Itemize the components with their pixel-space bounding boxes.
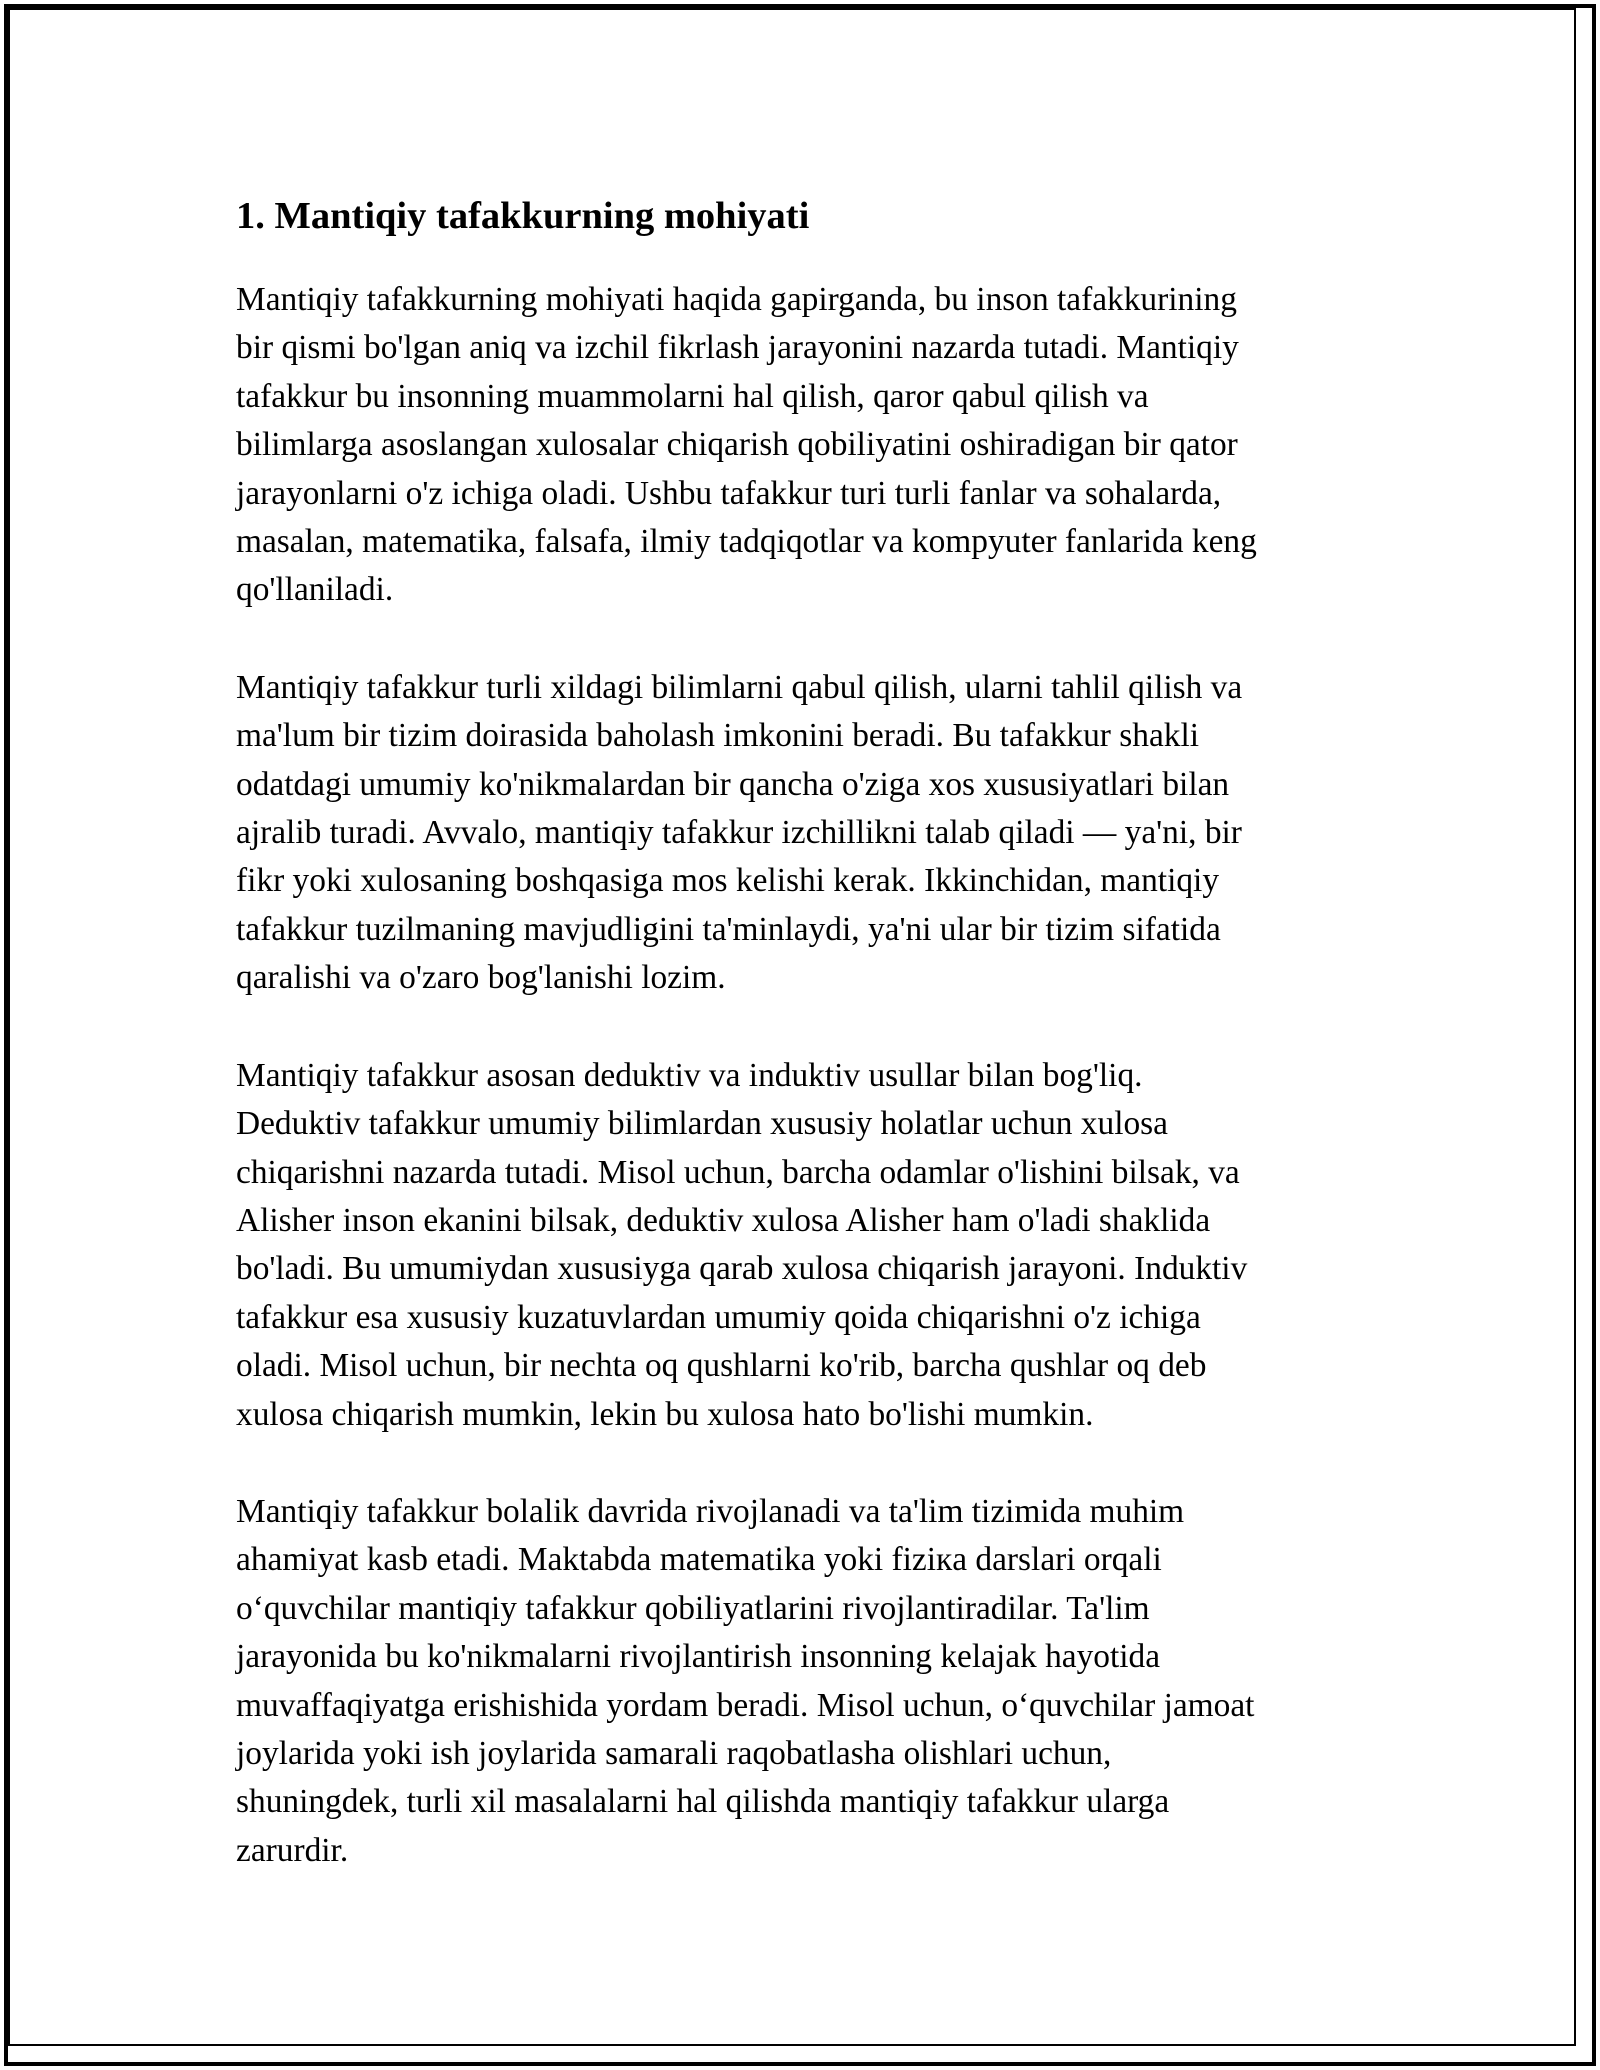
text-line: bir qismi bo'lgan aniq va izchil fikrlash jarayonini nazarda tutadi. Mantiqiy <box>236 329 1239 367</box>
text-line: muvaffaqiyatga erishishida yordam beradi. Misol uchun, o‘quvchilar jamoat <box>236 1686 1255 1724</box>
text-line: Mantiqiy tafakkurning mohiyati haqida gapirganda, bu inson tafakkurining <box>236 281 1237 318</box>
text-line: jarayonida bu ko'nikmalarni rivojlantirish insonning kelajak hayotida <box>236 1638 1161 1676</box>
text-line: odatdagi umumiy ko'nikmalardan bir qancha o'ziga xos xususiyatlari bilan <box>236 765 1230 803</box>
document-title: 1. Mantiqiy tafakkurning mohiyati <box>236 195 810 237</box>
text-line: shuningdek, turli xil masalalarni hal qilishda mantiqiy tafakkur ularga <box>236 1783 1170 1821</box>
text-line: ma'lum bir tizim doirasida baholash imkonini beradi. Bu tafakkur shakli <box>236 717 1200 755</box>
text-line: qo'llaniladi. <box>236 571 394 609</box>
text-line: ajralib turadi. Avvalo, mantiqiy tafakkur izchillikni talab qiladi — ya'ni, bir <box>236 814 1242 852</box>
text-line: chiqarishni nazarda tutadi. Misol uchun, barcha odamlar o'lishini bilsak, va <box>236 1153 1240 1191</box>
text-line: bilimlarga asoslangan xulosalar chiqarish qobiliyatini oshiradigan bir qator <box>236 426 1238 464</box>
text-line: joylarida yoki ish joylarida samarali raqobatlasha olishlari uchun, <box>236 1734 1112 1772</box>
paragraph-2 <box>236 664 1366 1003</box>
paragraph-1 <box>236 276 1366 615</box>
text-line: tafakkur esa xususiy kuzatuvlardan umumiy qoida chiqarishni o'z ichiga <box>236 1298 1201 1336</box>
text-line: o‘quvchilar mantiqiy tafakkur qobiliyatlarini rivojlantiradilar. Ta'lim <box>236 1589 1150 1627</box>
text-line: tafakkur bu insonning muammolarni hal qilish, qaror qabul qilish va <box>236 377 1149 415</box>
text-line: Mantiqiy tafakkur asosan deduktiv va induktiv usullar bilan bog'liq. <box>236 1056 1143 1094</box>
text-line: jarayonlarni o'z ichiga oladi. Ushbu tafakkur turi turli fanlar va sohalarda, <box>236 474 1222 512</box>
paragraph-4 <box>236 1488 1366 1875</box>
text-line: xulosa chiqarish mumkin, lekin bu xulosa hato bo'lishi mumkin. <box>236 1395 1094 1433</box>
text-line: Mantiqiy tafakkur bolalik davrida rivojlanadi va ta'lim tizimida muhim <box>236 1492 1185 1530</box>
text-line: Mantiqiy tafakkur turli xildagi bilimlarni qabul qilish, ularni tahlil qilish va <box>236 668 1243 706</box>
document-body <box>236 186 1366 1924</box>
text-line: tafakkur tuzilmaning mavjudligini ta'minlaydi, ya'ni ular bir tizim sifatida <box>236 910 1221 948</box>
text-line: Deduktiv tafakkur umumiy bilimlardan xususiy holatlar uchun xulosa <box>236 1105 1168 1143</box>
text-line: qaralishi va o'zaro bog'lanishi lozim. <box>236 959 726 997</box>
text-line: bo'ladi. Bu umumiydan xususiyga qarab xulosa chiqarish jarayoni. Induktiv <box>236 1250 1248 1288</box>
text-line: ahamiyat kasb etadi. Maktabda matematika yoki fiziкa darslari orqali <box>236 1541 1162 1579</box>
text-line: fikr yoki xulosaning boshqasiga mos kelishi kerak. Ikkinchidan, mantiqiy <box>236 862 1220 900</box>
text-line: oladi. Misol uchun, bir nechta oq qushlarni ko'rib, barcha qushlar oq deb <box>236 1347 1207 1385</box>
text-line: Alisher inson ekanini bilsak, deduktiv xulosa Alisher ham o'ladi shaklida <box>236 1201 1211 1239</box>
paragraph-3 <box>236 1052 1366 1439</box>
text-line: masalan, matematika, falsafa, ilmiy tadqiqotlar va kompyuter fanlarida keng <box>236 523 1257 561</box>
text-line: zarurdir. <box>236 1831 349 1869</box>
